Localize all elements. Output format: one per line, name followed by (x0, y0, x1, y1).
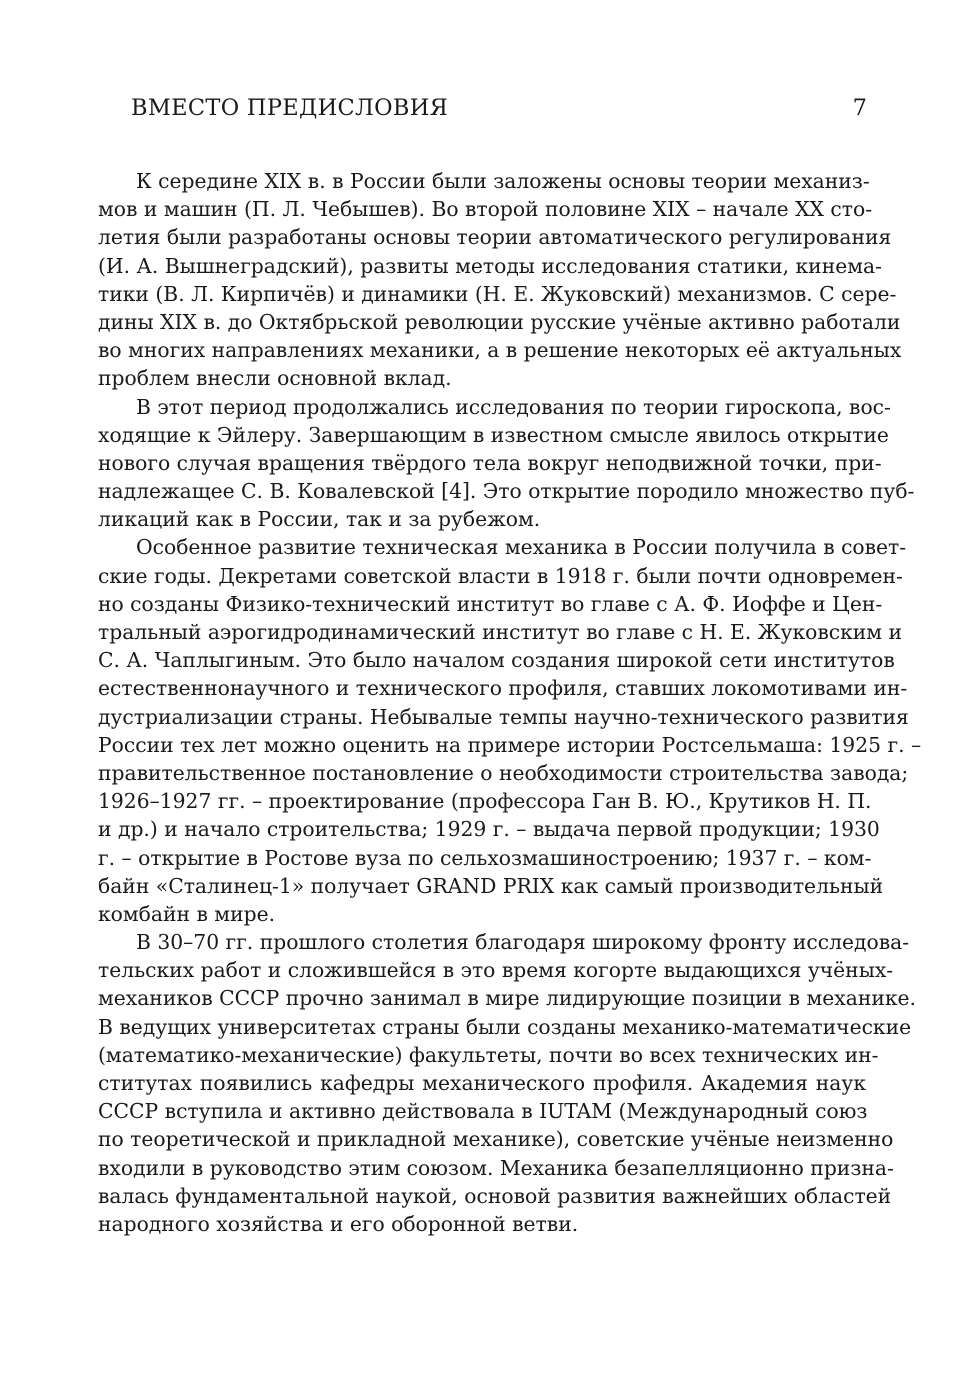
text-line: ходящие к Эйлеру. Завершающим в известном смысле явилось открытие (98, 422, 889, 447)
text-line: мов и машин (П. Л. Чебышев). Во второй половине XIX – начале XX сто- (98, 197, 873, 222)
text-line: ликаций как в России, так и за рубежом. (98, 507, 541, 532)
text-line: нового случая вращения твёрдого тела вокруг неподвижной точки, при- (98, 450, 882, 475)
text-line: ские годы. Декретами советской власти в 1918 г. были почти одновремен- (98, 563, 903, 588)
text-line: СССР вступила и активно действовала в IUTAM (Международный союз (98, 1099, 868, 1124)
chapter-title: ВМЕСТО ПРЕДИСЛОВИЯ (131, 95, 449, 121)
text-line: В этот период продолжались исследования по теории гироскопа, вос- (136, 394, 891, 419)
text-line: В 30–70 гг. прошлого столетия благодаря широкому фронту исследова- (136, 930, 910, 955)
text-line: проблем внесли основной вклад. (98, 366, 452, 391)
text-line: С. А. Чаплыгиным. Это было началом создания широкой сети институтов (98, 648, 895, 673)
running-header (131, 90, 867, 126)
text-line: валась фундаментальной наукой, основой развития важнейших областей (98, 1183, 892, 1208)
paragraph (98, 533, 922, 928)
text-line: по теоретической и прикладной механике), советские учёные неизменно (98, 1127, 894, 1152)
text-line: тральный аэрогидродинамический институт во главе с Н. Е. Жуковским и (98, 620, 903, 644)
text-line: г. – открытие в Ростове вуза по сельхозмашиностроению; 1937 г. – ком- (98, 845, 872, 870)
paragraph (98, 167, 902, 393)
text-line: В ведущих университетах страны были созданы механико-математические (98, 1014, 912, 1039)
text-line: Особенное развитие техническая механика в России получила в совет- (136, 535, 907, 560)
text-line: правительственное постановление о необходимости строительства завода; (98, 760, 909, 785)
text-line: естественнонаучного и технического профиля, ставших локомотивами ин- (98, 676, 908, 701)
page-number: 7 (852, 95, 867, 121)
text-line: тельских работ и сложившейся в это время когорте выдающихся учёных- (98, 958, 894, 983)
text-line: надлежащее С. В. Ковалевской [4]. Это открытие породило множество пуб- (98, 479, 915, 504)
text-line: но созданы Физико-технический институт во главе с А. Ф. Иоффе и Цен- (98, 591, 883, 616)
body-text (98, 167, 922, 1238)
text-line: К середине XIX в. в России были заложены основы теории механиз- (136, 169, 870, 193)
text-line: народного хозяйства и его оборонной ветви. (98, 1211, 579, 1236)
text-line: (И. А. Вышнеградский), развиты методы исследования статики, кинема- (98, 253, 882, 278)
text-line: 1926–1927 гг. – проектирование (профессора Ган В. Ю., Крутиков Н. П. (98, 789, 872, 814)
text-line: механиков СССР прочно занимал в мире лидирующие позиции в механике. (98, 986, 916, 1011)
text-line: во многих направлениях механики, а в решение некоторых её актуальных (98, 338, 902, 363)
paragraph (98, 928, 916, 1238)
text-line: ститутах появились кафедры механического профиля. Академия наук (98, 1071, 866, 1095)
text-line: байн «Сталинец-1» получает GRAND PRIX как самый производительный (98, 873, 884, 898)
text-line: комбайн в мире. (98, 901, 276, 926)
text-line: тики (В. Л. Кирпичёв) и динамики (Н. Е. Жуковский) механизмов. С сере- (98, 281, 897, 306)
text-line: летия были разработаны основы теории автоматического регулирования (98, 225, 892, 250)
paragraph (98, 393, 915, 534)
text-line: и др.) и начало строительства; 1929 г. – выдача первой продукции; 1930 (98, 817, 880, 842)
text-line: (математико-механические) факультеты, почти во всех технических ин- (98, 1042, 879, 1067)
text-line: дустриализации страны. Небывалые темпы научно-технического развития (98, 704, 909, 729)
text-line: России тех лет можно оценить на примере истории Ростсельмаша: 1925 г. – (98, 732, 922, 757)
text-line: дины XIX в. до Октябрьской революции русские учёные активно работали (98, 309, 901, 334)
text-line: входили в руководство этим союзом. Механика безапелляционно призна- (98, 1155, 894, 1180)
